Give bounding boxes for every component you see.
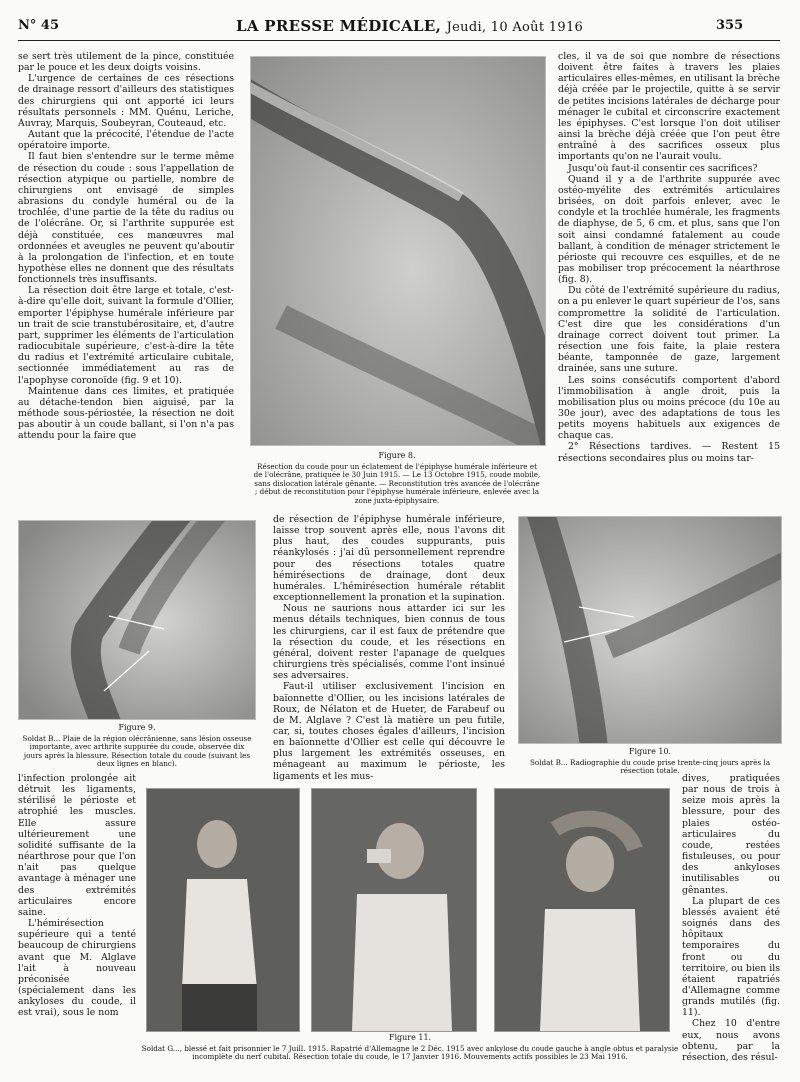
column-1-text [18, 51, 234, 441]
paragraph: Chez 10 d'entre eux, nous avons obtenu, par la résection, des résul- [682, 1018, 780, 1063]
figure-9-caption-text: Soldat B... Plaie de la région olécrânienne, sans lésion osseuse importante, avec arthrite suppurée du coude, observée dix jours après la blessure. Résection totale du coude (suivant les deux lignes en blanc). [22, 733, 252, 769]
paragraph: L'hémirésection supérieure qui a tenté beaucoup de chirurgiens avant que M. Alglave l'ait à nouveau préconisée (spécialement dans les ankyloses du coude, il est vrai), sous le nom [18, 918, 136, 1019]
figure-10-caption-text: Soldat B... Radiographie du coude prise trente-cinq jours après la résection totale. [529, 757, 771, 776]
figure-9-caption [22, 724, 252, 769]
paragraph: La résection doit être large et totale, c'est-à-dire qu'elle doit, suivant la formule d'Ollier, emporter l'épiphyse humérale inférieure par un trait de scie transtubérositaire, et, d'autre part, supprimer les éléments de l'articulation radiocubitale supérieure, c'est-à-dire la tête du radius et l'extrémité articulaire cubitale, sectionnée immédiatement au ras de l'apophyse coronoïde (fig. 9 et 10). [18, 285, 234, 386]
paragraph: Jusqu'où faut-il consentir ces sacrifices? [568, 162, 758, 174]
figure-10-image [519, 517, 781, 743]
figure-11-caption-text: Soldat G..., blessé et fait prisonnier le 7 Juill. 1915. Rapatrié d'Allemagne le 2 Déc. 1915 avec ankylose du coude gauche à angle obtus et paralysie incomplète du nerf cubital. Résection totale du coude, le 17 Janvier 1916. Mouvements actifs possibles le 23 Mai 1916. [141, 1043, 679, 1062]
paragraph: L'urgence de certaines de ces résections de drainage ressort d'ailleurs des statistiques des chirurgiens qui ont apporté ici leurs résultats personnels : MM. Quénu, Leriche, Auvray, Marquis, Soubeyran, Couteaud, etc. [18, 73, 234, 129]
column-1-bottom-text [18, 773, 136, 1018]
column-2-text [273, 514, 505, 782]
journal-title [236, 17, 583, 35]
figure-10-radiograph [518, 516, 782, 744]
figure-8-radiograph [250, 56, 546, 446]
figure-9-label: Figure 9. [118, 723, 156, 732]
figure-11-image-middle [312, 789, 476, 1031]
paragraph: Quand il y a de l'arthrite suppurée avec ostéo-myélite des extrémités articulaires brisées, on doit parfois enlever, avec le condyle et la trochlée humérale, les fragments de diaphyse, de 5, 6 cm. et plus, sans que l'on soit ainsi condamné fatalement au coude ballant, à condition de ménager strictement le périoste qui recouvre ces esquilles, et de ne pas mobiliser trop précocement la néarthrose (fig. 8). [558, 173, 780, 286]
figure-11-photo-right [494, 788, 670, 1032]
paragraph: 2° Résections tardives. — Restent 15 résections secondaires plus ou moins tar- [558, 441, 780, 464]
figure-11-image-left [147, 789, 299, 1031]
paragraph: Les soins consécutifs comportent d'abord l'immobilisation à angle droit, puis la mobilisation plus ou moins précoce (du 10e au 30e jour), avec des adaptations de tous les petits moyens habituels aux exigences de chaque cas. [558, 374, 780, 442]
paragraph: Il faut bien s'entendre sur le terme même de résection du coude : sous l'appellation de résection atypique ou partielle, nombre de chirurgiens ont envisagé de simples abrasions du condyle huméral ou de la trochlée, d'une partie de la tête du radius ou de l'olécrâne. Or, si l'arthrite suppurée est déjà constituée, ces manœuvres mal ordonnées et aveugles ne peuvent qu'aboutir à la prolongation de l'infection, et en toute hypothèse elles ne donnent que des résultats fonctionnels très insuffisants. [18, 151, 234, 286]
paragraph: de résection de l'épiphyse humérale inférieure, laisse trop souvent après elle, nous l'avons dit plus haut, des coudes suppurants, puis réankylosés : j'ai dû personnellement reprendre pour des résections totales quatre hémirésections de drainage, dont deux humérales. L'hémirésection humérale rétablit exceptionnellement la pronation et la supination. [273, 514, 506, 604]
paragraph: Nous ne saurions nous attarder ici sur les menus détails techniques, bien connus de tous les chirurgiens, car il est faux de prétendre que la résection du coude, et les résections en général, doivent rester l'apanage de quelques chirurgiens très spécialisés, comme l'ont insinué ses adversaires. [273, 603, 505, 682]
figure-11-photo-middle [311, 788, 477, 1032]
figure-8-label: Figure 8. [378, 451, 416, 460]
paragraph: cles, il va de soi que nombre de résections doivent être faites à travers les plaies articulaires elles-mêmes, en utilisant la brèche déjà créée par le projectile, quitte à se servir de petites incisions latérales de décharge pour ménager le cubital et circonscrire exactement les épiphyses. C'est lorsque l'on doit utiliser ainsi la brèche déjà créée que l'on peut être entraîné à des sacrifices osseux plus importants qu'on ne l'aurait voulu. [558, 51, 780, 163]
figure-8-image [251, 57, 545, 445]
figure-10-label: Figure 10. [628, 747, 672, 756]
figure-11-caption [140, 1034, 680, 1062]
journal-name: LA PRESSE MÉDICALE, [236, 17, 442, 35]
paragraph: Maintenue dans ces limites, et pratiquée au détache-tendon bien aiguisé, par la méthode sous-périostée, la résection ne doit pas aboutir à un coude ballant, si l'on n'a pas attendu pour la faire que [18, 385, 234, 442]
issue-number: N° 45 [18, 18, 59, 33]
column-3-text [558, 51, 780, 464]
paragraph: se sert très utilement de la pince, constituée par le pouce et les deux doigts voisins. [18, 51, 234, 74]
paragraph: Faut-il utiliser exclusivement l'incision en baïonnette d'Ollier, ou les incisions latérales de Roux, de Nélaton et de Hueter, de Farabeuf ou de M. Alglave ? C'est là matière un peu futile, car, si, toutes choses égales d'ailleurs, l'incision en baïonnette d'Ollier est celle qui découvre le plus largement les extrémités osseuses, en ménageant au maximum le périoste, les ligaments et les mus- [273, 681, 505, 782]
paragraph: La plupart de ces blessés avaient été soignés dans des hôpitaux temporaires du front ou du territoire, ou bien ils étaient rapatriés d'Allemagne comme grands mutilés (fig. 11). [682, 895, 780, 1019]
page-number: 355 [716, 18, 744, 33]
column-4-bottom-text [682, 773, 780, 1063]
figure-8-caption [252, 452, 542, 506]
figure-11-image-right [495, 789, 669, 1031]
figure-11-label: Figure 11. [388, 1033, 432, 1042]
figure-10-caption [522, 748, 778, 776]
paragraph: Autant que la précocité, l'étendue de l'acte opératoire importe. [18, 129, 234, 152]
paragraph: Du côté de l'extrémité supérieure du radius, on a pu enlever le quart supérieur de l'os, sans compromettre la solidité de l'articulation. C'est dire que les considérations d'un drainage correct doivent tout primer. La résection une fois faite, la plaie restera béante, tamponnée de gaze, largement drainée, sans une suture. [558, 285, 780, 375]
header-rule [18, 40, 780, 41]
paragraph: l'infection prolongée ait détruit les ligaments, stérilisé le périoste et atrophié les muscles. Elle assure ultérieurement une solidité suffisante de la néarthrose pour que l'on n'ait pas quelque avantage à ménager une des extrémités articulaires encore saine. [18, 773, 136, 918]
figure-11-photo-left [146, 788, 300, 1032]
issue-date: Jeudi, 10 Août 1916 [446, 20, 584, 35]
paragraph: dives, pratiquées par nous de trois à seize mois après la blessure, pour des plaies ostéo-articulaires du coude, restées fistuleuses, ou pour des ankyloses inutilisables ou gênantes. [682, 773, 780, 896]
figure-9-image [19, 521, 255, 719]
figure-8-caption-text: Résection du coude pour un éclatement de l'épiphyse humérale inférieure et de l'olécrâne, pratiquée le 30 Juin 1915. — Le 13 Octobre 1915, coude mobile, sans dislocation latérale gênante. — Reconstitution très avancée de l'olécrâne ; début de reconstitution pour l'épiphyse humérale inférieure, enlevée avec la zone juxta-épiphysaire. [253, 461, 541, 505]
figure-9-radiograph [18, 520, 256, 720]
